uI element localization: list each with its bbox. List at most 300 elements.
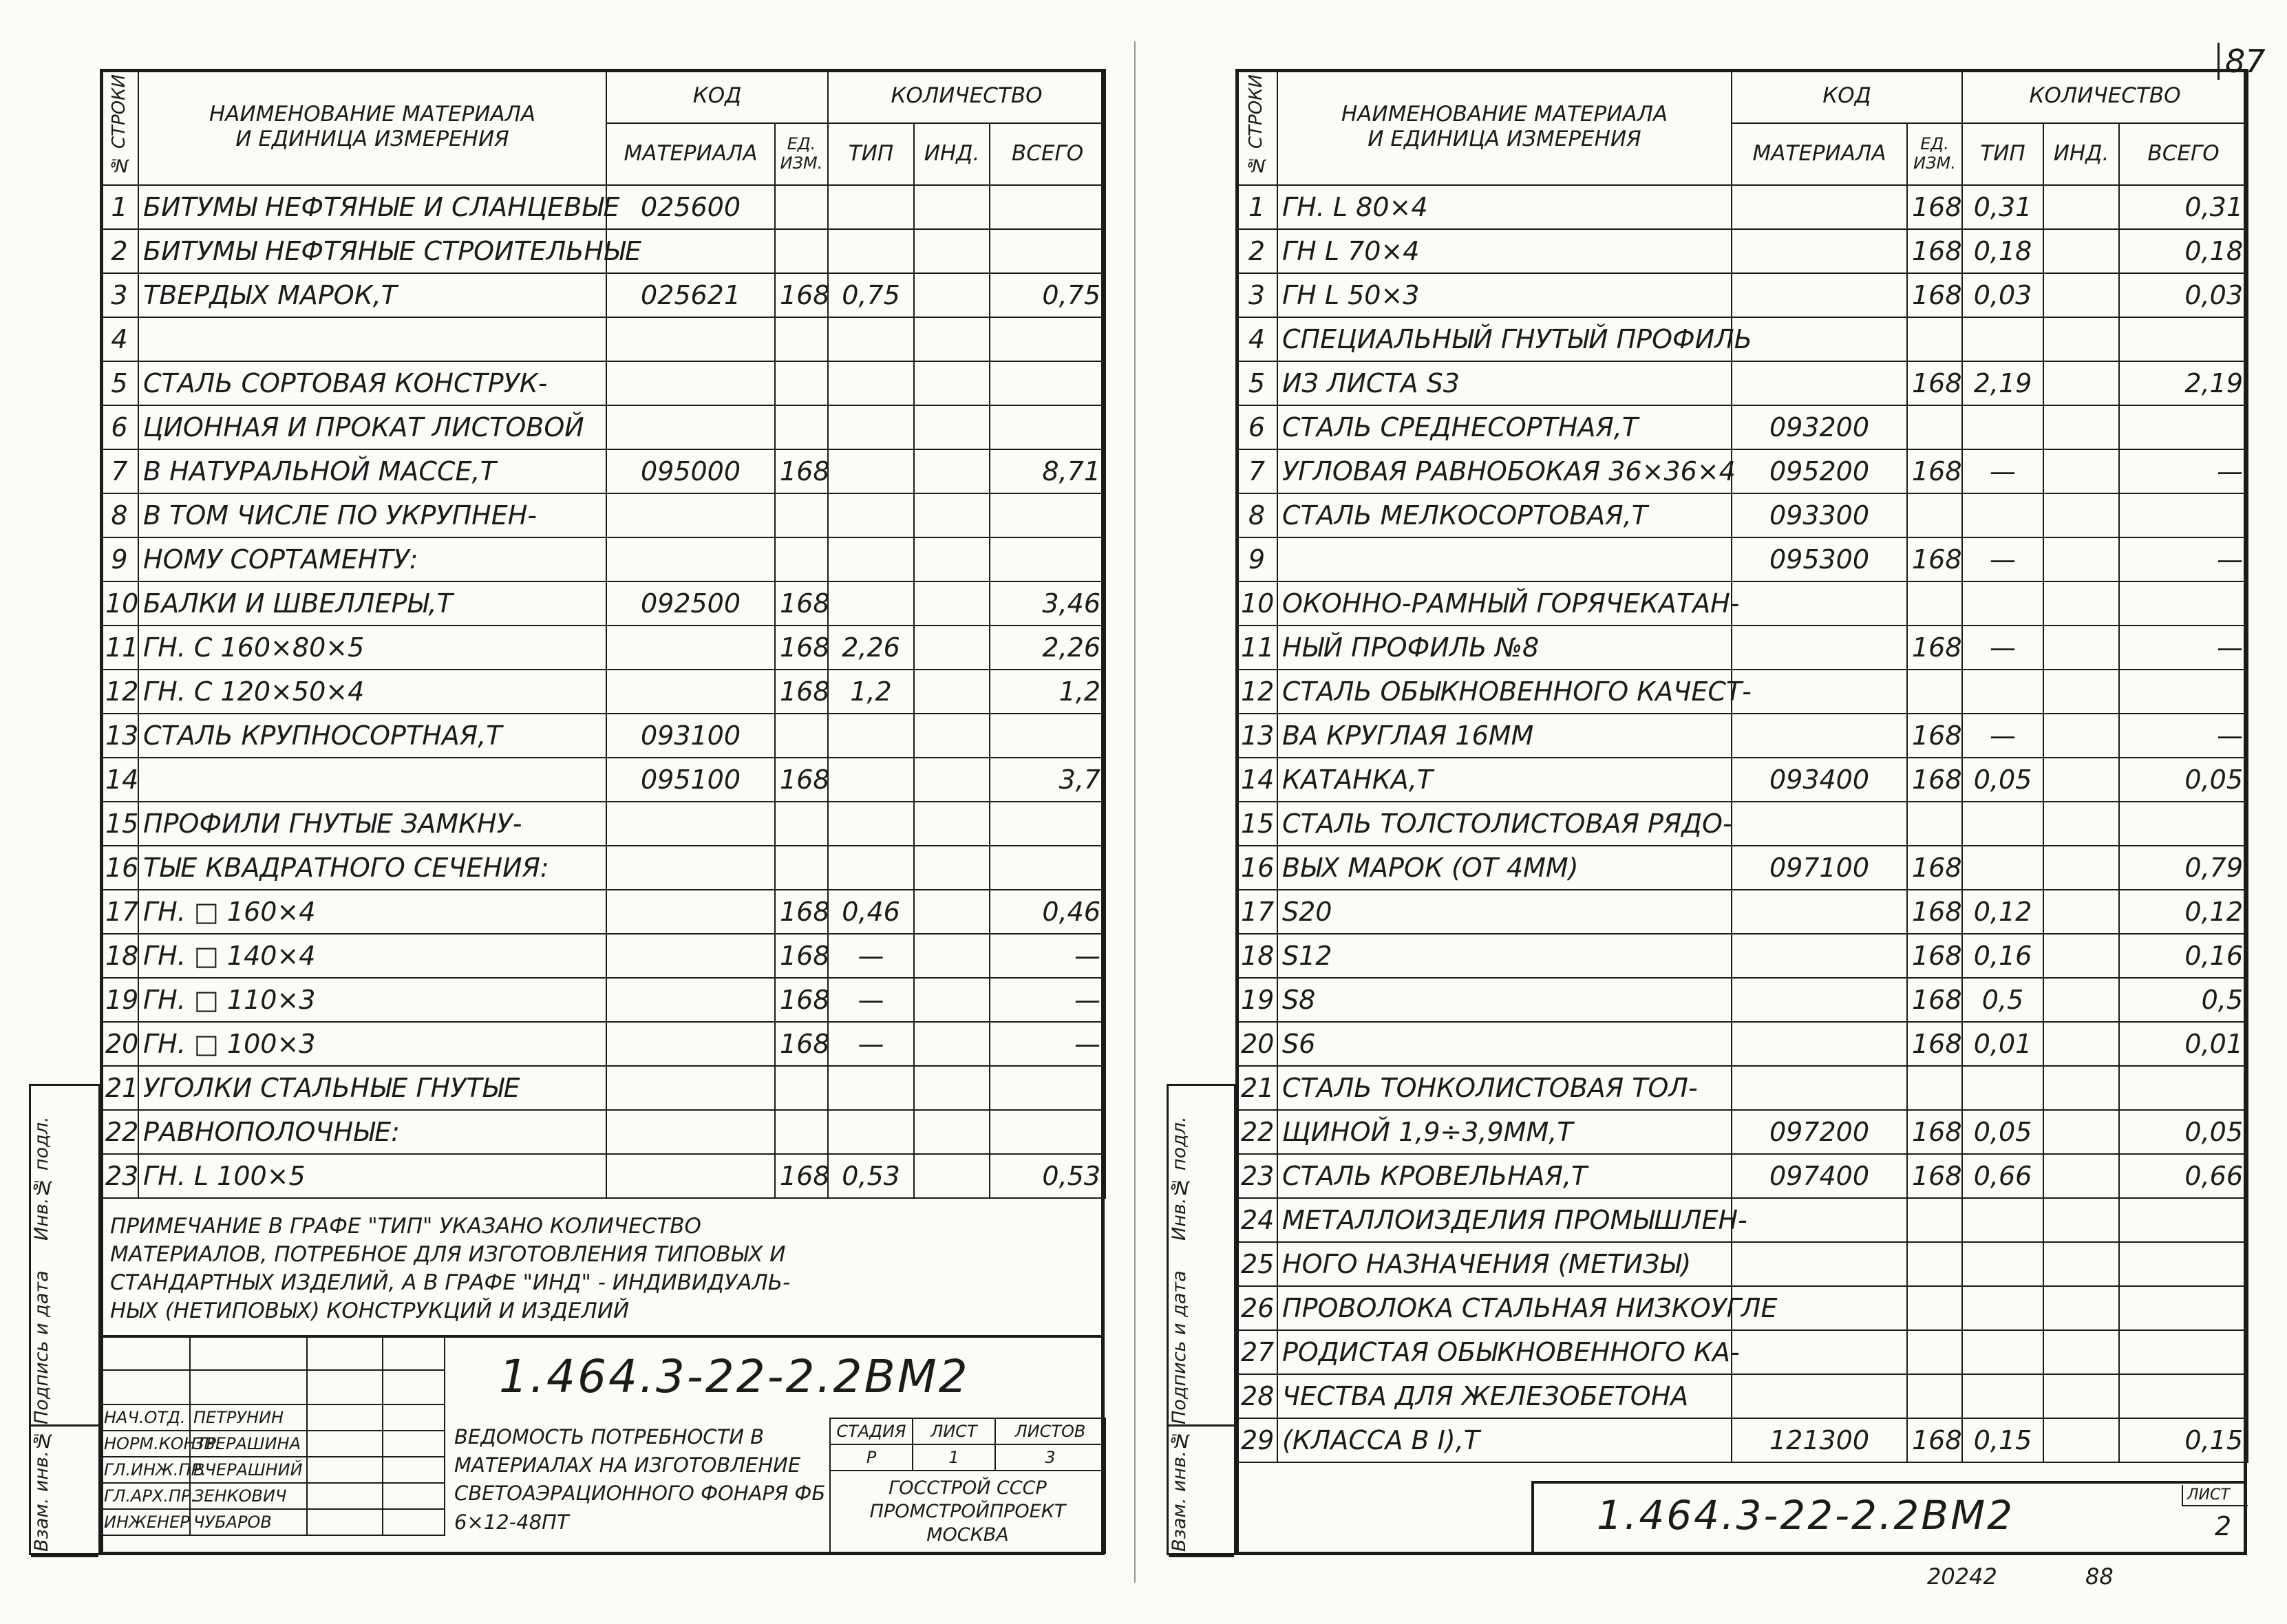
material-code [606, 670, 775, 714]
qty-total: 0,03 [2119, 273, 2248, 317]
qty-type: — [828, 978, 914, 1022]
qty-total: 1,2 [990, 670, 1105, 714]
material-code: 121300 [1732, 1418, 1907, 1462]
qty-total [2119, 1242, 2248, 1286]
material-name: ГН. С 120×50×4 [138, 670, 606, 714]
signature-date [383, 1431, 445, 1457]
material-name: S6 [1277, 1022, 1732, 1066]
table-row [1236, 1154, 2248, 1198]
row-number: 5 [100, 361, 138, 405]
unit-code: 168 [1907, 1418, 1962, 1462]
material-name: СТАЛЬ ТОНКОЛИСТОВАЯ ТОЛ- [1277, 1066, 1732, 1110]
material-code [606, 978, 775, 1022]
doc-code-right: 1.464.3-22-2.2ВМ2 [1597, 1492, 2015, 1539]
unit-code: 168 [775, 1154, 828, 1198]
table-row [100, 670, 1105, 714]
qty-total [2119, 493, 2248, 537]
side-strip-inv-no-right: Инв.№ подл. [1169, 1116, 1190, 1241]
unit-code [1907, 317, 1962, 361]
material-code: 025621 [606, 273, 775, 317]
unit-code [775, 493, 828, 537]
qty-total: 0,66 [2119, 1154, 2248, 1198]
stage-value: Р [830, 1444, 913, 1471]
material-name: СТАЛЬ КРУПНОСОРТНАЯ,Т [138, 714, 606, 758]
unit-code: 168 [775, 449, 828, 493]
material-name: СТАЛЬ ОБЫКНОВЕННОГО КАЧЕСТ- [1277, 670, 1732, 714]
qty-type [1962, 670, 2043, 714]
material-code: 095300 [1732, 537, 1907, 581]
row-number: 7 [1236, 449, 1277, 493]
qty-ind [2043, 1374, 2119, 1418]
unit-code [1907, 581, 1962, 626]
qty-total [990, 1066, 1105, 1110]
qty-type [1962, 1066, 2043, 1110]
qty-ind [914, 758, 990, 802]
qty-type [1962, 1374, 2043, 1418]
qty-ind [914, 846, 990, 890]
row-number: 4 [100, 317, 138, 361]
table-row [100, 626, 1105, 670]
row-number: 9 [100, 537, 138, 581]
unit-code: 168 [1907, 714, 1962, 758]
table-row [100, 1154, 1105, 1198]
qty-ind [914, 581, 990, 626]
qty-total [2119, 581, 2248, 626]
qty-total [990, 537, 1105, 581]
left-materials-table [100, 69, 1106, 1199]
table-row [100, 714, 1105, 758]
unit-code: 168 [1907, 1154, 1962, 1198]
material-code [606, 626, 775, 670]
material-code [606, 934, 775, 978]
bottom-number-right: 88 [2085, 1563, 2114, 1590]
sheet-label: ЛИСТ [913, 1418, 995, 1444]
material-name: СТАЛЬ СРЕДНЕСОРТНАЯ,Т [1277, 405, 1732, 449]
row-number: 26 [1236, 1286, 1277, 1330]
table-row [1236, 890, 2248, 934]
qty-total: 0,53 [990, 1154, 1105, 1198]
material-code [1732, 1374, 1907, 1418]
signature-row [100, 1457, 445, 1483]
header-material-name: НАИМЕНОВАНИЕ МАТЕРИАЛА И ЕДИНИЦА ИЗМЕРЕНИЯ [138, 70, 606, 185]
material-code [1732, 978, 1907, 1022]
qty-ind [914, 405, 990, 449]
qty-type: — [828, 934, 914, 978]
qty-type: 0,53 [828, 1154, 914, 1198]
qty-total: 0,46 [990, 890, 1105, 934]
qty-total: 0,79 [2119, 846, 2248, 890]
material-name: БИТУМЫ НЕФТЯНЫЕ И СЛАНЦЕВЫЕ [138, 185, 606, 229]
qty-ind [2043, 493, 2119, 537]
header-code: КОД [606, 70, 828, 123]
qty-total: — [990, 978, 1105, 1022]
material-name: ОКОННО-РАМНЫЙ ГОРЯЧЕКАТАН- [1277, 581, 1732, 626]
material-name [138, 758, 606, 802]
qty-ind [2043, 978, 2119, 1022]
qty-total: — [2119, 626, 2248, 670]
right-sheet-label: ЛИСТ [2182, 1485, 2248, 1506]
page-fold-line [1134, 41, 1136, 1583]
material-code: 093300 [1732, 493, 1907, 537]
signature-row [100, 1404, 445, 1431]
row-number: 15 [100, 802, 138, 846]
qty-total [2119, 405, 2248, 449]
signature-role: ИНЖЕНЕР [100, 1509, 190, 1535]
unit-code: 168 [1907, 273, 1962, 317]
row-number: 19 [100, 978, 138, 1022]
table-row [100, 405, 1105, 449]
stamp-title: ВЕДОМОСТЬ ПОТРЕБНОСТИ В МАТЕРИАЛАХ НА ИЗГОТОВЛЕНИЕ СВЕТОАЭРАЦИОННОГО ФОНАРЯ ФБ 6×12-48ПТ [454, 1425, 826, 1534]
material-name: ЦИОННАЯ И ПРОКАТ ЛИСТОВОЙ [138, 405, 606, 449]
material-code [606, 361, 775, 405]
row-number: 14 [1236, 758, 1277, 802]
qty-type: 0,66 [1962, 1154, 2043, 1198]
qty-ind [914, 273, 990, 317]
qty-total [990, 846, 1105, 890]
qty-ind [2043, 581, 2119, 626]
qty-type: — [828, 1022, 914, 1066]
unit-code [775, 1066, 828, 1110]
row-number: 7 [100, 449, 138, 493]
material-code [606, 1110, 775, 1154]
unit-code: 168 [775, 1022, 828, 1066]
unit-code: 168 [1907, 934, 1962, 978]
table-row [1236, 1374, 2248, 1418]
row-number: 21 [100, 1066, 138, 1110]
qty-ind [2043, 273, 2119, 317]
qty-ind [914, 670, 990, 714]
material-name: СТАЛЬ ТОЛСТОЛИСТОВАЯ РЯДО- [1277, 802, 1732, 846]
qty-type [1962, 1330, 2043, 1374]
unit-code [1907, 1242, 1962, 1286]
right-sheet-value: 2 [2215, 1511, 2232, 1541]
material-code [606, 405, 775, 449]
unit-code [775, 537, 828, 581]
side-strip-signature-date: Подпись и дата [31, 1272, 98, 1427]
table-row [1236, 449, 2248, 493]
row-number: 28 [1236, 1374, 1277, 1418]
row-number: 3 [1236, 273, 1277, 317]
unit-code: 168 [1907, 626, 1962, 670]
qty-type: 0,12 [1962, 890, 2043, 934]
qty-type [1962, 581, 2043, 626]
material-code [1732, 185, 1907, 229]
row-number: 17 [1236, 890, 1277, 934]
row-number: 15 [1236, 802, 1277, 846]
material-name: ТВЕРДЫХ МАРОК,Т [138, 273, 606, 317]
material-name: СТАЛЬ КРОВЕЛЬНАЯ,Т [1277, 1154, 1732, 1198]
material-code [606, 537, 775, 581]
row-number: 29 [1236, 1418, 1277, 1462]
header-code-unit-right: ЕД. ИЗМ. [1907, 123, 1962, 185]
unit-code: 168 [1907, 185, 1962, 229]
unit-code: 168 [1907, 229, 1962, 273]
unit-code: 168 [775, 978, 828, 1022]
signatures-table [100, 1335, 445, 1536]
qty-type: 0,75 [828, 273, 914, 317]
right-side-strip [1167, 1084, 1236, 1555]
qty-type: 0,15 [1962, 1418, 2043, 1462]
qty-ind [2043, 361, 2119, 405]
material-name: ВА КРУГЛАЯ 16ММ [1277, 714, 1732, 758]
row-number: 2 [100, 229, 138, 273]
qty-ind [914, 185, 990, 229]
unit-code: 168 [775, 626, 828, 670]
qty-ind [914, 802, 990, 846]
header-qty-type-right: ТИП [1962, 123, 2043, 185]
table-row [1236, 1330, 2248, 1374]
qty-total: 0,12 [2119, 890, 2248, 934]
qty-ind [914, 714, 990, 758]
table-row [1236, 934, 2248, 978]
row-number: 10 [100, 581, 138, 626]
header-code-material-right: МАТЕРИАЛА [1732, 123, 1907, 185]
material-code [1732, 229, 1907, 273]
row-number: 13 [1236, 714, 1277, 758]
table-row [1236, 1242, 2248, 1286]
right-materials-table [1235, 69, 2248, 1463]
signature-role: ГЛ.АРХ.ПР. [100, 1483, 190, 1509]
table-row [1236, 185, 2248, 229]
unit-code: 168 [1907, 1022, 1962, 1066]
material-name: ГН. □ 140×4 [138, 934, 606, 978]
qty-ind [2043, 1198, 2119, 1242]
material-name: НОМУ СОРТАМЕНТУ: [138, 537, 606, 581]
side-strip-signature-date-right: Подпись и дата [1169, 1272, 1234, 1427]
material-code [1732, 361, 1907, 405]
unit-code: 168 [775, 273, 828, 317]
table-row [100, 758, 1105, 802]
table-row [1236, 1198, 2248, 1242]
row-number: 20 [1236, 1022, 1277, 1066]
qty-ind [914, 361, 990, 405]
signature-sign [307, 1431, 383, 1457]
material-code [606, 1066, 775, 1110]
qty-total [990, 317, 1105, 361]
table-row [100, 449, 1105, 493]
material-code [1732, 934, 1907, 978]
row-number: 8 [1236, 493, 1277, 537]
qty-type: 0,31 [1962, 185, 2043, 229]
row-number: 11 [100, 626, 138, 670]
row-number: 2 [1236, 229, 1277, 273]
qty-total: 0,5 [2119, 978, 2248, 1022]
qty-total [2119, 1330, 2248, 1374]
table-row [100, 185, 1105, 229]
qty-total: 0,75 [990, 273, 1105, 317]
qty-total: 8,71 [990, 449, 1105, 493]
material-name: (КЛАССА В I),Т [1277, 1418, 1732, 1462]
signature-date [383, 1457, 445, 1483]
table-row [1236, 1066, 2248, 1110]
qty-total [2119, 1374, 2248, 1418]
doc-code: 1.464.3-22-2.2ВМ2 [499, 1350, 970, 1403]
material-code [1732, 1330, 1907, 1374]
qty-total: 0,18 [2119, 229, 2248, 273]
qty-ind [914, 537, 990, 581]
header-code-unit: ЕД. ИЗМ. [775, 123, 828, 185]
qty-total [990, 493, 1105, 537]
table-row [100, 317, 1105, 361]
qty-ind [914, 934, 990, 978]
table-row [100, 846, 1105, 890]
qty-type [828, 537, 914, 581]
table-row [1236, 802, 2248, 846]
material-code [1732, 581, 1907, 626]
qty-ind [2043, 714, 2119, 758]
qty-type [1962, 1286, 2043, 1330]
unit-code: 168 [1907, 361, 1962, 405]
qty-total: 2,19 [2119, 361, 2248, 405]
unit-code [775, 714, 828, 758]
unit-code [1907, 1286, 1962, 1330]
organization: ГОССТРОЙ СССР ПРОМСТРОЙПРОЕКТ МОСКВА [830, 1471, 1105, 1553]
sheet-value: 1 [913, 1444, 995, 1471]
row-number: 16 [1236, 846, 1277, 890]
qty-ind [2043, 1330, 2119, 1374]
qty-total: — [2119, 449, 2248, 493]
qty-ind [2043, 846, 2119, 890]
qty-total: — [2119, 537, 2248, 581]
qty-ind [2043, 1110, 2119, 1154]
qty-ind [914, 890, 990, 934]
row-number: 21 [1236, 1066, 1277, 1110]
material-code: 093400 [1732, 758, 1907, 802]
unit-code: 168 [775, 758, 828, 802]
material-name: ИЗ ЛИСТА S3 [1277, 361, 1732, 405]
qty-type [828, 1110, 914, 1154]
qty-type [828, 714, 914, 758]
row-number: 19 [1236, 978, 1277, 1022]
note-text: ПРИМЕЧАНИЕ В ГРАФЕ "ТИП" УКАЗАНО КОЛИЧЕСТВО МАТЕРИАЛОВ, ПОТРЕБНОЕ ДЛЯ ИЗГОТОВЛЕНИЯ ТИПОВЫХ И СТАНДАРТНЫХ ИЗДЕЛИЙ, А В ГРАФЕ "ИНД" - ИНДИВИДУАЛЬ-НЫХ (НЕТИПОВЫХ) КОНСТРУКЦИЙ И ИЗДЕЛИЙ [110, 1214, 791, 1323]
signature-row [100, 1483, 445, 1509]
header-row-number: № СТРОКИ [100, 70, 138, 185]
table-row [100, 361, 1105, 405]
material-code [606, 1154, 775, 1198]
unit-code [1907, 405, 1962, 449]
material-code [606, 317, 775, 361]
qty-type: 0,03 [1962, 273, 2043, 317]
material-name: СТАЛЬ СОРТОВАЯ КОНСТРУК- [138, 361, 606, 405]
qty-ind [2043, 1242, 2119, 1286]
row-number: 18 [1236, 934, 1277, 978]
header-qty-ind-right: ИНД. [2043, 123, 2119, 185]
side-strip-inv-no: Инв.№ подл. [31, 1116, 52, 1241]
qty-total [990, 802, 1105, 846]
qty-type [828, 185, 914, 229]
qty-total [990, 405, 1105, 449]
signature-row [100, 1509, 445, 1535]
material-code [606, 1022, 775, 1066]
qty-total [990, 229, 1105, 273]
material-code: 093100 [606, 714, 775, 758]
qty-total: 3,7 [990, 758, 1105, 802]
qty-ind [2043, 758, 2119, 802]
signature-sign [307, 1404, 383, 1431]
stage-table [829, 1418, 1106, 1554]
table-row [1236, 537, 2248, 581]
table-row [100, 581, 1105, 626]
row-number: 12 [100, 670, 138, 714]
material-code: 025600 [606, 185, 775, 229]
qty-total [990, 361, 1105, 405]
signature-sign [307, 1457, 383, 1483]
table-row [100, 537, 1105, 581]
side-strip-replace-inv: Взам. инв.№ [31, 1427, 98, 1557]
unit-code: 168 [1907, 978, 1962, 1022]
table-row [1236, 758, 2248, 802]
table-row [100, 1110, 1105, 1154]
header-code-material: МАТЕРИАЛА [606, 123, 775, 185]
table-row [100, 802, 1105, 846]
material-code [1732, 317, 1907, 361]
signature-name: ЧУБАРОВ [190, 1509, 307, 1535]
table-row [1236, 493, 2248, 537]
qty-type [828, 361, 914, 405]
material-name: УГОЛКИ СТАЛЬНЫЕ ГНУТЫЕ [138, 1066, 606, 1110]
unit-code [775, 317, 828, 361]
left-side-strip [29, 1084, 100, 1555]
qty-type [828, 317, 914, 361]
unit-code [775, 802, 828, 846]
qty-total: 0,05 [2119, 1110, 2248, 1154]
qty-total [990, 714, 1105, 758]
table-row [100, 1066, 1105, 1110]
material-code: 097200 [1732, 1110, 1907, 1154]
qty-type: 0,01 [1962, 1022, 2043, 1066]
unit-code: 168 [1907, 758, 1962, 802]
table-row [1236, 714, 2248, 758]
unit-code [1907, 1066, 1962, 1110]
material-code: 097100 [1732, 846, 1907, 890]
material-name: ПРОВОЛОКА СТАЛЬНАЯ НИЗКОУГЛЕ [1277, 1286, 1732, 1330]
material-name: ГН. С 160×80×5 [138, 626, 606, 670]
qty-ind [914, 1022, 990, 1066]
signature-name: ЗВЕРАШИНА [190, 1431, 307, 1457]
material-code [1732, 890, 1907, 934]
sheets-label: ЛИСТОВ [995, 1418, 1105, 1444]
material-code [606, 890, 775, 934]
material-name: ГН. L 80×4 [1277, 185, 1732, 229]
table-row [100, 273, 1105, 317]
table-row [1236, 581, 2248, 626]
signature-name: ПЕТРУНИН [190, 1404, 307, 1431]
material-code [1732, 714, 1907, 758]
material-name: БИТУМЫ НЕФТЯНЫЕ СТРОИТЕЛЬНЫЕ [138, 229, 606, 273]
qty-type: — [1962, 626, 2043, 670]
row-number: 6 [1236, 405, 1277, 449]
qty-total [2119, 1066, 2248, 1110]
material-name: ГН L 70×4 [1277, 229, 1732, 273]
row-number: 16 [100, 846, 138, 890]
row-number: 25 [1236, 1242, 1277, 1286]
qty-ind [914, 493, 990, 537]
table-row [1236, 670, 2248, 714]
material-code: 095100 [606, 758, 775, 802]
signature-date [383, 1483, 445, 1509]
unit-code: 168 [1907, 449, 1962, 493]
unit-code: 168 [1907, 1110, 1962, 1154]
row-number: 23 [1236, 1154, 1277, 1198]
table-row [1236, 1418, 2248, 1462]
table-row [1236, 273, 2248, 317]
table-row [1236, 846, 2248, 890]
qty-ind [2043, 537, 2119, 581]
material-code: 097400 [1732, 1154, 1907, 1198]
qty-ind [2043, 934, 2119, 978]
material-name: СПЕЦИАЛЬНЫЙ ГНУТЫЙ ПРОФИЛЬ [1277, 317, 1732, 361]
unit-code: 168 [775, 670, 828, 714]
